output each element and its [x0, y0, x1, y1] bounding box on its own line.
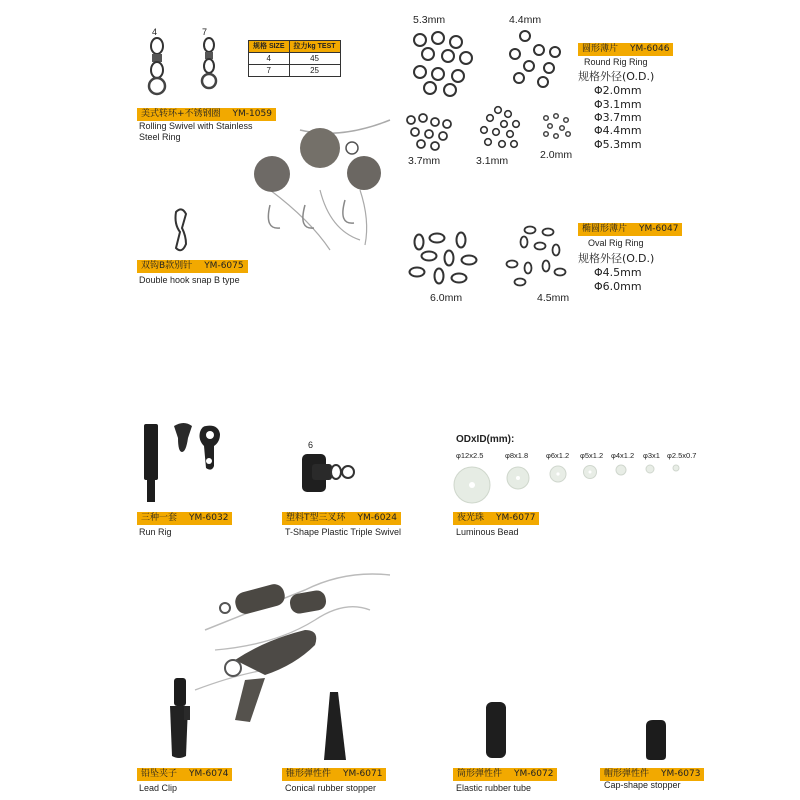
cap-stopper-desc: Cap-shape stopper [604, 780, 681, 790]
bead-tag-code: YM-6077 [496, 513, 536, 523]
table-header-test: 拉力kg TEST [289, 41, 340, 53]
swivel-desc-line2: Steel Ring [139, 132, 181, 142]
bead-tag-cn: 夜光珠 [457, 513, 485, 523]
oval-ring-desc: Oval Rig Ring [588, 238, 644, 248]
conical-tag-code: YM-6071 [343, 769, 383, 779]
oval-ring-size-6-0: 6.0mm [430, 292, 463, 304]
bead-size-label: φ2.5x0.7 [667, 451, 697, 460]
bead-size-label: φ12x2.5 [456, 451, 484, 460]
round-ring-od-value: Φ5.3mm [594, 138, 642, 151]
bead-size-label: φ4x1.2 [611, 451, 635, 460]
t-swivel-tag-code: YM-6024 [357, 513, 397, 523]
snap-tag-code: YM-6075 [204, 261, 244, 271]
table-cell: 7 [249, 65, 290, 77]
round-ring-5-3-image [408, 28, 478, 98]
bead-size-label: φ5x1.2 [580, 451, 604, 460]
conical-desc: Conical rubber stopper [285, 783, 377, 793]
table-cell: 25 [289, 65, 340, 77]
bead-size-label: φ3x1 [643, 451, 660, 460]
bead-header: ODxID(mm): [456, 434, 515, 445]
round-ring-size-5-3: 5.3mm [413, 14, 446, 26]
table-header-size: 规格 SIZE [249, 41, 290, 53]
oval-ring-tag-code: YM-6047 [639, 224, 679, 234]
snap-desc: Double hook snap B type [139, 275, 240, 285]
conical-stopper-image [320, 690, 350, 762]
bead-size-label: φ8x1.8 [505, 451, 529, 460]
elastic-tube-tag-cn: 筒形弹性件 [457, 769, 503, 779]
snap-image [170, 208, 192, 254]
oval-ring-od-value: Φ4.5mm [594, 266, 642, 279]
round-ring-od-value: Φ3.7mm [594, 111, 642, 124]
oval-ring-od-value: Φ6.0mm [594, 280, 642, 293]
round-ring-3-7-image [405, 112, 455, 152]
t-swivel-size-label: 6 [308, 440, 314, 450]
elastic-tube-tag [453, 768, 557, 781]
oval-ring-tag [578, 223, 682, 236]
t-swivel-tag-cn: 塑料T型三叉环 [286, 513, 346, 523]
round-ring-od-title: 规格外径(O.D.) [578, 70, 655, 83]
cap-stopper-tag-code: YM-6073 [661, 769, 701, 779]
lead-clip-tag [137, 768, 232, 781]
round-ring-tag-code: YM-6046 [630, 44, 670, 54]
round-ring-desc: Round Rig Ring [584, 57, 648, 67]
elastic-tube-tag-code: YM-6072 [514, 769, 554, 779]
oval-ring-tag-cn: 椭圆形薄片 [582, 224, 628, 234]
swivel-desc-line1: Rolling Swivel with Stainless [139, 121, 253, 131]
bead-tag [453, 512, 539, 525]
swivel-size-4-label: 4 [152, 27, 158, 37]
run-rig-desc: Run Rig [139, 527, 172, 537]
t-swivel-image [298, 452, 360, 496]
round-ring-od-value: Φ4.4mm [594, 124, 642, 137]
round-ring-3-1-image [476, 104, 526, 154]
lead-clip-image [164, 676, 194, 760]
oval-ring-6-0-image [405, 228, 485, 288]
t-swivel-desc: T-Shape Plastic Triple Swivel [285, 527, 402, 537]
table-row [249, 65, 341, 77]
table-cell: 4 [249, 53, 290, 65]
conical-tag-cn: 锥形弹性件 [286, 769, 332, 779]
round-ring-2-0-image [540, 110, 576, 146]
luminous-beads-image [450, 460, 690, 510]
swivel-size-7-label: 7 [202, 27, 208, 37]
elastic-tube-desc: Elastic rubber tube [456, 783, 532, 793]
table-cell: 45 [289, 53, 340, 65]
lead-clip-rig-photo [195, 560, 395, 730]
round-ring-tag-cn: 圆形薄片 [582, 44, 619, 54]
run-rig-tag [137, 512, 232, 525]
bead-size-label: φ6x1.2 [546, 451, 570, 460]
swivel-tag-cn: 美式转环+不锈钢圈 [141, 109, 221, 119]
run-rig-tag-cn: 三种一套 [141, 513, 178, 523]
run-rig-image [140, 418, 235, 508]
cap-stopper-image [643, 718, 669, 762]
round-ring-size-4-4: 4.4mm [509, 14, 542, 26]
elastic-tube-image [484, 700, 508, 760]
round-ring-size-3-7: 3.7mm [408, 155, 441, 167]
rig-photo [250, 110, 410, 260]
bead-desc: Luminous Bead [456, 527, 519, 537]
swivel-4-image [142, 36, 172, 96]
round-ring-4-4-image [505, 28, 565, 92]
swivel-tag-code: YM-1059 [232, 109, 272, 119]
oval-ring-size-4-5: 4.5mm [537, 292, 570, 304]
snap-tag-cn: 双钩B款别针 [141, 261, 193, 271]
round-ring-size-2-0: 2.0mm [540, 149, 573, 161]
snap-tag [137, 260, 248, 273]
cap-stopper-tag-cn: 帽形弹性件 [604, 769, 650, 779]
oval-ring-od-title: 规格外径(O.D.) [578, 252, 655, 265]
swivel-spec-table [248, 40, 341, 77]
lead-clip-tag-cn: 铅坠夹子 [141, 769, 178, 779]
oval-ring-4-5-image [500, 222, 570, 292]
lead-clip-tag-code: YM-6074 [189, 769, 229, 779]
run-rig-tag-code: YM-6032 [189, 513, 229, 523]
round-ring-od-value: Φ2.0mm [594, 84, 642, 97]
round-ring-size-3-1: 3.1mm [476, 155, 509, 167]
conical-tag [282, 768, 386, 781]
t-swivel-tag [282, 512, 401, 525]
round-ring-od-value: Φ3.1mm [594, 98, 642, 111]
lead-clip-desc: Lead Clip [139, 783, 178, 793]
swivel-7-image [194, 36, 224, 96]
round-ring-tag [578, 43, 673, 56]
table-row [249, 53, 341, 65]
